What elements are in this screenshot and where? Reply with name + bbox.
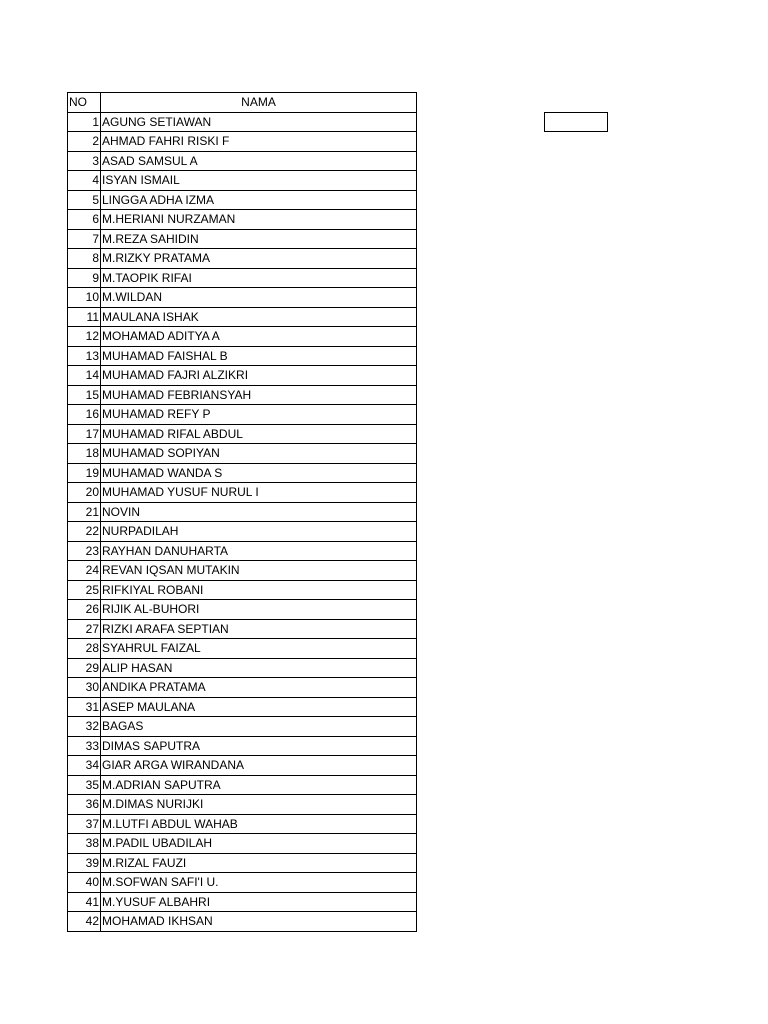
row-number-cell[interactable]: 35 (68, 775, 101, 795)
row-number-cell[interactable]: 33 (68, 736, 101, 756)
row-number-cell[interactable]: 34 (68, 756, 101, 776)
row-number-cell[interactable]: 25 (68, 580, 101, 600)
empty-cell-box[interactable] (544, 112, 608, 132)
student-name-cell[interactable]: GIAR ARGA WIRANDANA (101, 756, 417, 776)
row-number-cell[interactable]: 42 (68, 912, 101, 932)
row-number-cell[interactable]: 4 (68, 171, 101, 191)
student-name-cell[interactable]: MAULANA ISHAK (101, 307, 417, 327)
table-row (68, 814, 417, 834)
row-number-cell[interactable]: 27 (68, 619, 101, 639)
student-name-cell[interactable]: MUHAMAD FAJRI ALZIKRI (101, 366, 417, 386)
row-number-cell[interactable]: 6 (68, 210, 101, 230)
row-number-cell[interactable]: 15 (68, 385, 101, 405)
table-row (68, 132, 417, 152)
row-number-cell[interactable]: 17 (68, 424, 101, 444)
table-body (68, 112, 417, 931)
table-row (68, 249, 417, 269)
table-row (68, 190, 417, 210)
student-name-cell[interactable]: RIFKIYAL ROBANI (101, 580, 417, 600)
row-number-cell[interactable]: 21 (68, 502, 101, 522)
student-name-cell[interactable]: SYAHRUL FAIZAL (101, 639, 417, 659)
student-name-cell[interactable]: RAYHAN DANUHARTA (101, 541, 417, 561)
student-name-cell[interactable]: RIZKI ARAFA SEPTIAN (101, 619, 417, 639)
table-row (68, 327, 417, 347)
student-name-cell[interactable]: M.HERIANI NURZAMAN (101, 210, 417, 230)
table-row (68, 561, 417, 581)
row-number-cell[interactable]: 41 (68, 892, 101, 912)
student-name-cell[interactable]: MOHAMAD IKHSAN (101, 912, 417, 932)
row-number-cell[interactable]: 2 (68, 132, 101, 152)
row-number-cell[interactable]: 1 (68, 112, 101, 132)
table-row (68, 756, 417, 776)
student-name-cell[interactable]: NOVIN (101, 502, 417, 522)
row-number-cell[interactable]: 29 (68, 658, 101, 678)
table-row (68, 151, 417, 171)
row-number-cell[interactable]: 31 (68, 697, 101, 717)
table-row (68, 288, 417, 308)
table-row (68, 639, 417, 659)
row-number-cell[interactable]: 40 (68, 873, 101, 893)
row-number-cell[interactable]: 23 (68, 541, 101, 561)
row-number-cell[interactable]: 22 (68, 522, 101, 542)
row-number-cell[interactable]: 32 (68, 717, 101, 737)
student-name-cell[interactable]: MUHAMAD REFY P (101, 405, 417, 425)
table-row (68, 171, 417, 191)
table-row (68, 424, 417, 444)
row-number-cell[interactable]: 36 (68, 795, 101, 815)
student-name-cell[interactable]: M.SOFWAN SAFI'I U. (101, 873, 417, 893)
student-name-cell[interactable]: MOHAMAD ADITYA A (101, 327, 417, 347)
student-name-cell[interactable]: MUHAMAD FEBRIANSYAH (101, 385, 417, 405)
student-name-cell[interactable]: M.DIMAS NURIJKI (101, 795, 417, 815)
student-name-cell[interactable]: ASEP MAULANA (101, 697, 417, 717)
row-number-cell[interactable]: 9 (68, 268, 101, 288)
student-name-cell[interactable]: M.ADRIAN SAPUTRA (101, 775, 417, 795)
row-number-cell[interactable]: 13 (68, 346, 101, 366)
header-no: NO (68, 93, 101, 113)
table-row (68, 502, 417, 522)
student-name-cell[interactable]: NURPADILAH (101, 522, 417, 542)
table-row (68, 405, 417, 425)
row-number-cell[interactable]: 20 (68, 483, 101, 503)
student-name-cell[interactable]: M.PADIL UBADILAH (101, 834, 417, 854)
header-row (68, 93, 417, 113)
table-row (68, 463, 417, 483)
table-row (68, 619, 417, 639)
student-name-cell[interactable]: BAGAS (101, 717, 417, 737)
student-name-cell[interactable]: M.LUTFI ABDUL WAHAB (101, 814, 417, 834)
student-name-cell[interactable]: AGUNG SETIAWAN (101, 112, 417, 132)
student-name-cell[interactable]: RIJIK AL-BUHORI (101, 600, 417, 620)
table-row (68, 112, 417, 132)
table-row (68, 307, 417, 327)
table-row (68, 522, 417, 542)
table-row (68, 717, 417, 737)
row-number-cell[interactable]: 28 (68, 639, 101, 659)
row-number-cell[interactable]: 37 (68, 814, 101, 834)
student-name-cell[interactable]: REVAN IQSAN MUTAKIN (101, 561, 417, 581)
student-name-cell[interactable]: ALIP HASAN (101, 658, 417, 678)
student-name-cell[interactable]: MUHAMAD SOPIYAN (101, 444, 417, 464)
table-row (68, 229, 417, 249)
table-row (68, 795, 417, 815)
student-name-cell[interactable]: AHMAD FAHRI RISKI F (101, 132, 417, 152)
row-number-cell[interactable]: 8 (68, 249, 101, 269)
row-number-cell[interactable]: 26 (68, 600, 101, 620)
header-name: NAMA (101, 93, 417, 113)
row-number-cell[interactable]: 38 (68, 834, 101, 854)
row-number-cell[interactable]: 30 (68, 678, 101, 698)
row-number-cell[interactable]: 19 (68, 463, 101, 483)
table-row (68, 873, 417, 893)
table-row (68, 483, 417, 503)
student-name-cell[interactable]: M.RIZKY PRATAMA (101, 249, 417, 269)
row-number-cell[interactable]: 12 (68, 327, 101, 347)
table-row (68, 658, 417, 678)
student-name-cell[interactable]: M.WILDAN (101, 288, 417, 308)
table-row (68, 541, 417, 561)
row-number-cell[interactable]: 10 (68, 288, 101, 308)
row-number-cell[interactable]: 3 (68, 151, 101, 171)
table-row (68, 600, 417, 620)
table-row (68, 346, 417, 366)
table-row (68, 892, 417, 912)
table-row (68, 834, 417, 854)
table-row (68, 580, 417, 600)
student-name-cell[interactable]: MUHAMAD WANDA S (101, 463, 417, 483)
student-name-cell[interactable]: M.REZA SAHIDIN (101, 229, 417, 249)
table-row (68, 912, 417, 932)
row-number-cell[interactable]: 39 (68, 853, 101, 873)
student-name-cell[interactable]: ASAD SAMSUL A (101, 151, 417, 171)
table-row (68, 775, 417, 795)
student-name-cell[interactable]: M.YUSUF ALBAHRI (101, 892, 417, 912)
row-number-cell[interactable]: 7 (68, 229, 101, 249)
student-name-cell[interactable]: LINGGA ADHA IZMA (101, 190, 417, 210)
student-name-cell[interactable]: ANDIKA PRATAMA (101, 678, 417, 698)
table-row (68, 210, 417, 230)
student-name-cell[interactable]: MUHAMAD RIFAL ABDUL (101, 424, 417, 444)
table-row (68, 444, 417, 464)
table-row (68, 678, 417, 698)
table-row (68, 736, 417, 756)
student-name-cell[interactable]: MUHAMAD YUSUF NURUL I (101, 483, 417, 503)
row-number-cell[interactable]: 24 (68, 561, 101, 581)
table-row (68, 853, 417, 873)
table-row (68, 366, 417, 386)
student-name-cell[interactable]: MUHAMAD FAISHAL B (101, 346, 417, 366)
table-row (68, 385, 417, 405)
student-name-cell[interactable]: M.RIZAL FAUZI (101, 853, 417, 873)
row-number-cell[interactable]: 11 (68, 307, 101, 327)
row-number-cell[interactable]: 16 (68, 405, 101, 425)
student-name-cell[interactable]: ISYAN ISMAIL (101, 171, 417, 191)
student-name-cell[interactable]: DIMAS SAPUTRA (101, 736, 417, 756)
name-list-table (67, 92, 417, 932)
row-number-cell[interactable]: 14 (68, 366, 101, 386)
row-number-cell[interactable]: 5 (68, 190, 101, 210)
row-number-cell[interactable]: 18 (68, 444, 101, 464)
table-row (68, 268, 417, 288)
student-name-cell[interactable]: M.TAOPIK RIFAI (101, 268, 417, 288)
table-row (68, 697, 417, 717)
